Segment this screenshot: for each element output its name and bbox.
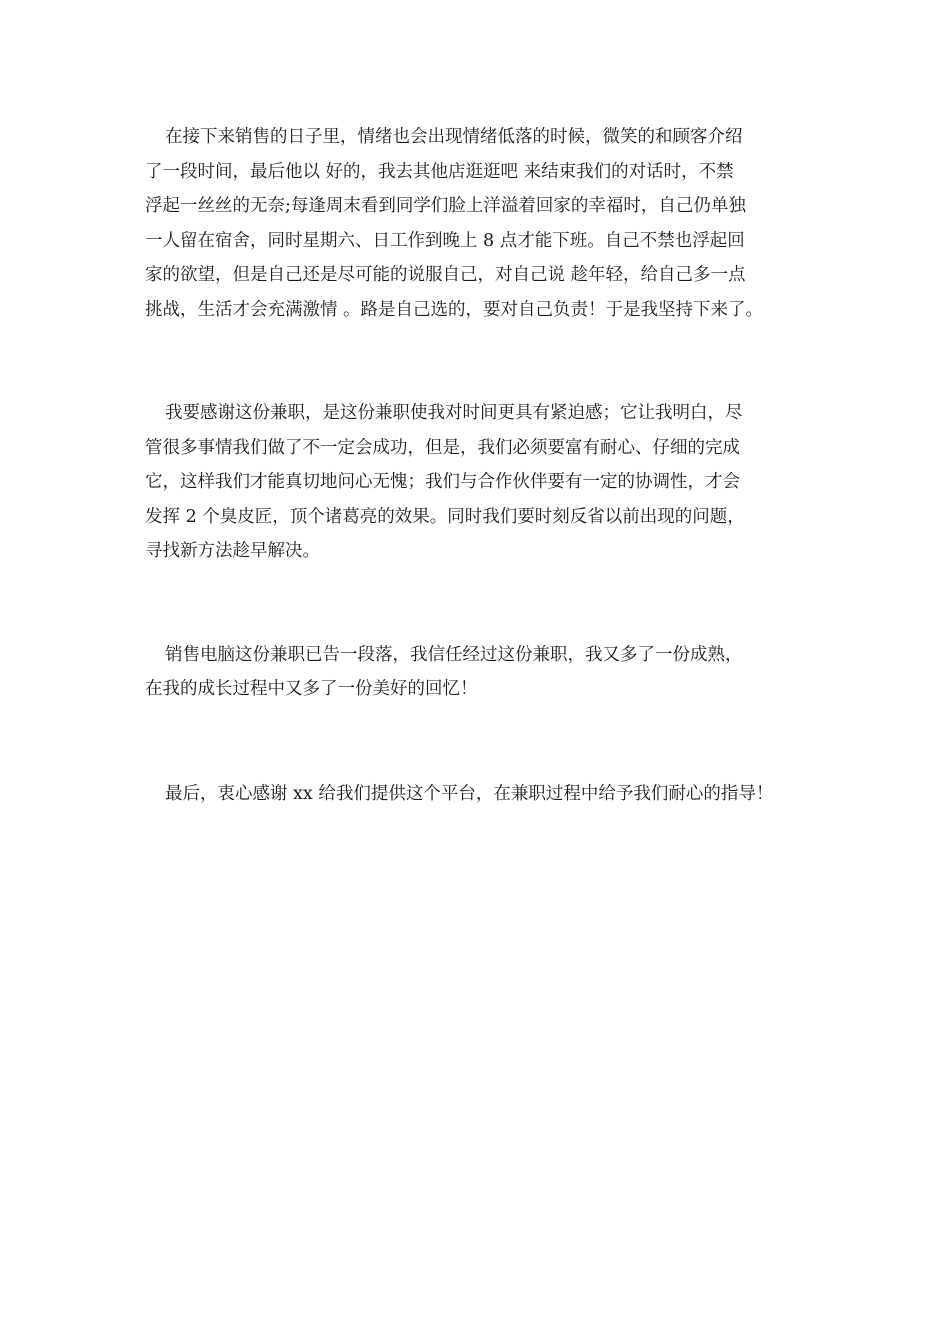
paragraph-3 [145,638,825,707]
document-body [145,120,825,811]
paragraph-2 [145,396,825,569]
paragraph-line: 最后，衷心感谢 xx 给我们提供这个平台，在兼职过程中给予我们耐心的指导！ [165,783,774,804]
paragraph-line: 了一段时间，最后他以 好的，我去其他店逛逛吧 来结束我们的对话时，不禁 [145,161,734,182]
paragraph-line: 在接下来销售的日子里，情绪也会出现情绪低落的时候，微笑的和顾客介绍 [165,127,743,147]
paragraph-line: 管很多事情我们做了不一定会成功，但是，我们必须要富有耐心、仔细的完成 [145,437,740,458]
paragraph-line: 一人留在宿舍，同时星期六、日工作到晚上 8 点才能下班。自己不禁也浮起回 [145,230,745,251]
paragraph-spacer [145,569,825,638]
paragraph-line: 发挥 2 个臭皮匠，顶个诸葛亮的效果。同时我们要时刻反省以前出现的问题， [145,506,745,527]
paragraph-line: 浮起一丝丝的无奈;每逢周末看到同学们脸上洋溢着回家的幸福时，自己仍单独 [145,196,746,216]
paragraph-spacer [145,327,825,396]
paragraph-4 [145,777,825,812]
paragraph-line: 在我的成长过程中又多了一份美好的回忆！ [145,679,478,699]
paragraph-line: 挑战，生活才会充满激情 。路是自己选的，要对自己负责！于是我坚持下来了。 [145,299,764,320]
paragraph-line: 它，这样我们才能真切地问心无愧；我们与合作伙伴要有一定的协调性，才会 [145,472,740,492]
paragraph-line: 销售电脑这份兼职已告一段落，我信任经过这份兼职，我又多了一份成熟， [165,644,743,665]
paragraph-line: 我要感谢这份兼职，是这份兼职使我对时间更具有紧迫感；它让我明白，尽 [165,403,743,423]
paragraph-line: 寻找新方法趁早解决。 [145,541,320,561]
paragraph-line: 家的欲望，但是自己还是尽可能的说服自己，对自己说 趁年轻，给自己多一点 [145,265,746,285]
paragraph-1 [145,120,825,327]
paragraph-spacer [145,707,825,777]
